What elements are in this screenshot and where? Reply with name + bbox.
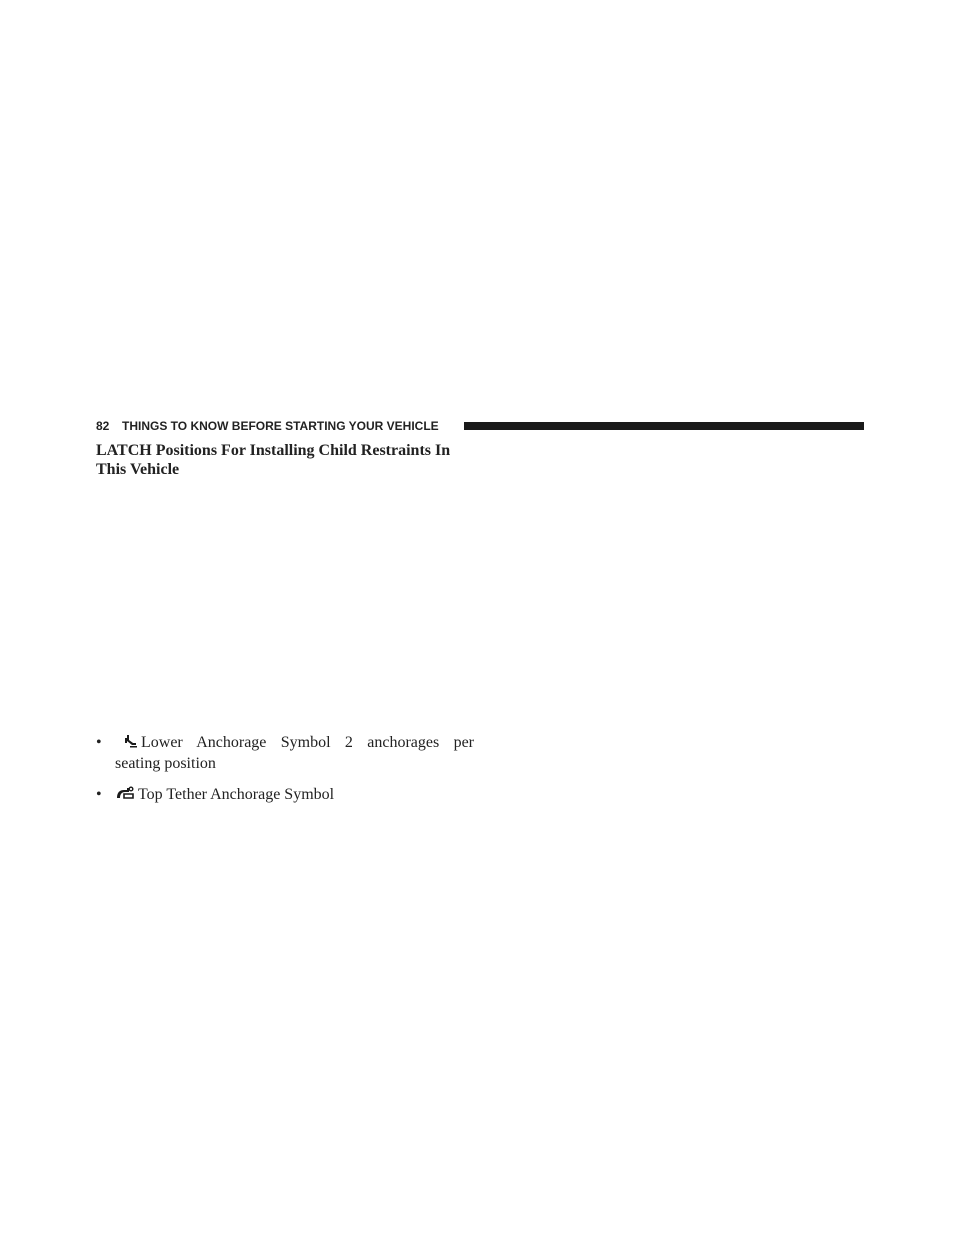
section-heading: LATCH Positions For Installing Child Restraints In This Vehicle: [96, 442, 451, 478]
bullet-icon: •: [96, 734, 102, 751]
page-number: 82: [96, 419, 110, 433]
page-header: [96, 419, 864, 433]
lower-anchorage-line-2: seating position: [115, 755, 216, 772]
list-item-lower-anchorage: [96, 733, 474, 774]
bullet-icon: •: [96, 786, 102, 803]
symbol-legend-list: [96, 733, 474, 817]
lower-anchorage-text: Lower Anchorage Symbol 2 anchorages per: [141, 734, 474, 751]
chapter-title: THINGS TO KNOW BEFORE STARTING YOUR VEHICLE: [122, 419, 439, 433]
list-item-top-tether: [96, 785, 474, 806]
top-tether-anchorage-symbol-icon: [115, 786, 135, 806]
top-tether-text: Top Tether Anchorage Symbol: [138, 786, 335, 803]
latch-positions-figure: [96, 490, 476, 720]
lower-anchorage-line-1: [115, 733, 474, 754]
lower-anchorage-symbol-icon: [124, 734, 138, 754]
header-rule: [464, 422, 864, 430]
